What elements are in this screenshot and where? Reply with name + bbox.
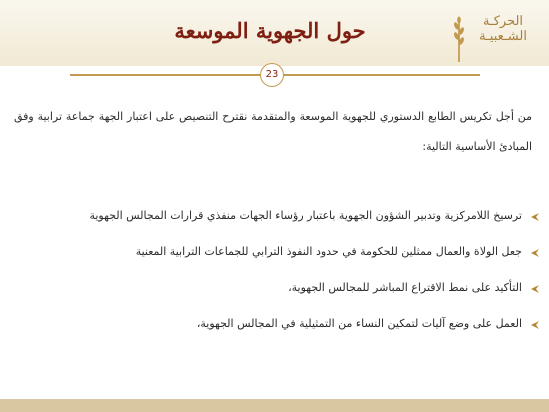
- logo-line-2: الشـعبيـة: [479, 29, 527, 44]
- list-item-text: التأكيد على نمط الاقتراع المباشر للمجالس الجهوية،: [288, 281, 522, 294]
- footer-bar: [0, 399, 549, 412]
- list-item: [14, 313, 540, 349]
- list-item: [14, 205, 540, 241]
- arrow-bullet-icon: [530, 248, 540, 258]
- principles-list: [14, 205, 540, 349]
- page-number-badge: 23: [260, 63, 284, 87]
- wheat-icon: [451, 14, 467, 64]
- slide-title: حول الجهوية الموسعة: [174, 18, 366, 43]
- arrow-bullet-icon: [530, 284, 540, 294]
- list-item-text: ترسيخ اللامركزية وتدبير الشؤون الجهوية باعتبار رؤساء الجهات منفذي قرارات المجالس الجهوية: [89, 209, 522, 222]
- list-item: [14, 241, 540, 277]
- logo-line-1: الحركـة: [482, 14, 524, 29]
- party-logo: [449, 14, 539, 64]
- list-item: [14, 277, 540, 313]
- arrow-bullet-icon: [530, 212, 540, 222]
- list-item-text: العمل على وضع آليات لتمكين النساء من التمثيلية في المجالس الجهوية،: [196, 317, 522, 330]
- arrow-bullet-icon: [530, 320, 540, 330]
- list-item-text: جعل الولاة والعمال ممثلين للحكومة في حدود النفوذ الترابي للجماعات الترابية المعنية: [135, 245, 522, 258]
- logo-text: [467, 14, 539, 44]
- intro-paragraph: من أجل تكريس الطابع الدستوري للجهوية الموسعة والمتقدمة نقترح التنصيص على اعتبار الجهة جماعة ترابية وفق المبادئ الأساسية التالية:: [14, 110, 532, 153]
